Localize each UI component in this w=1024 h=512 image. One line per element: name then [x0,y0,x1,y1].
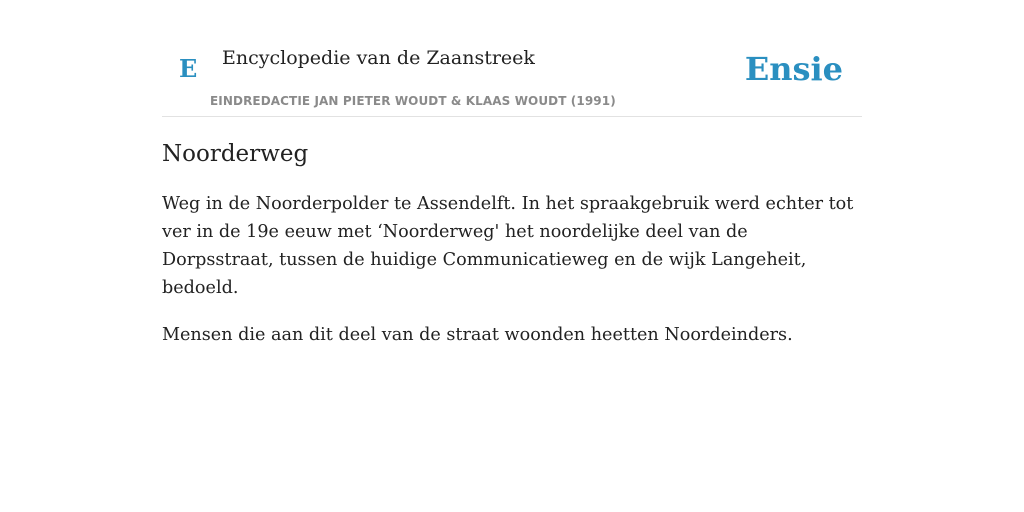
article-paragraph: Weg in de Noorderpolder te Assendelft. In het spraakgebruik werd echter tot ver in de 19e eeuw met ‘Noorderweg' het noordelijke deel van de Dorpsstraat, tussen de huidige Communicatieweg en de wijk Langeheit, bedoeld. [162,194,854,298]
article [162,136,862,349]
editors-credit: EINDREDACTIE JAN PIETER WOUDT & KLAAS WOUDT (1991) [210,94,616,108]
article-paragraph: Mensen die aan dit deel van de straat woonden heetten Noordeinders. [162,325,793,345]
article-title: Noorderweg [162,141,309,167]
encyclopedia-header [162,0,862,117]
encyclopedia-title[interactable]: Encyclopedie van de Zaanstreek [222,47,535,69]
encyclopedia-logo-link[interactable]: E [179,54,198,83]
ensie-brand-logo[interactable]: Ensie [744,50,843,88]
